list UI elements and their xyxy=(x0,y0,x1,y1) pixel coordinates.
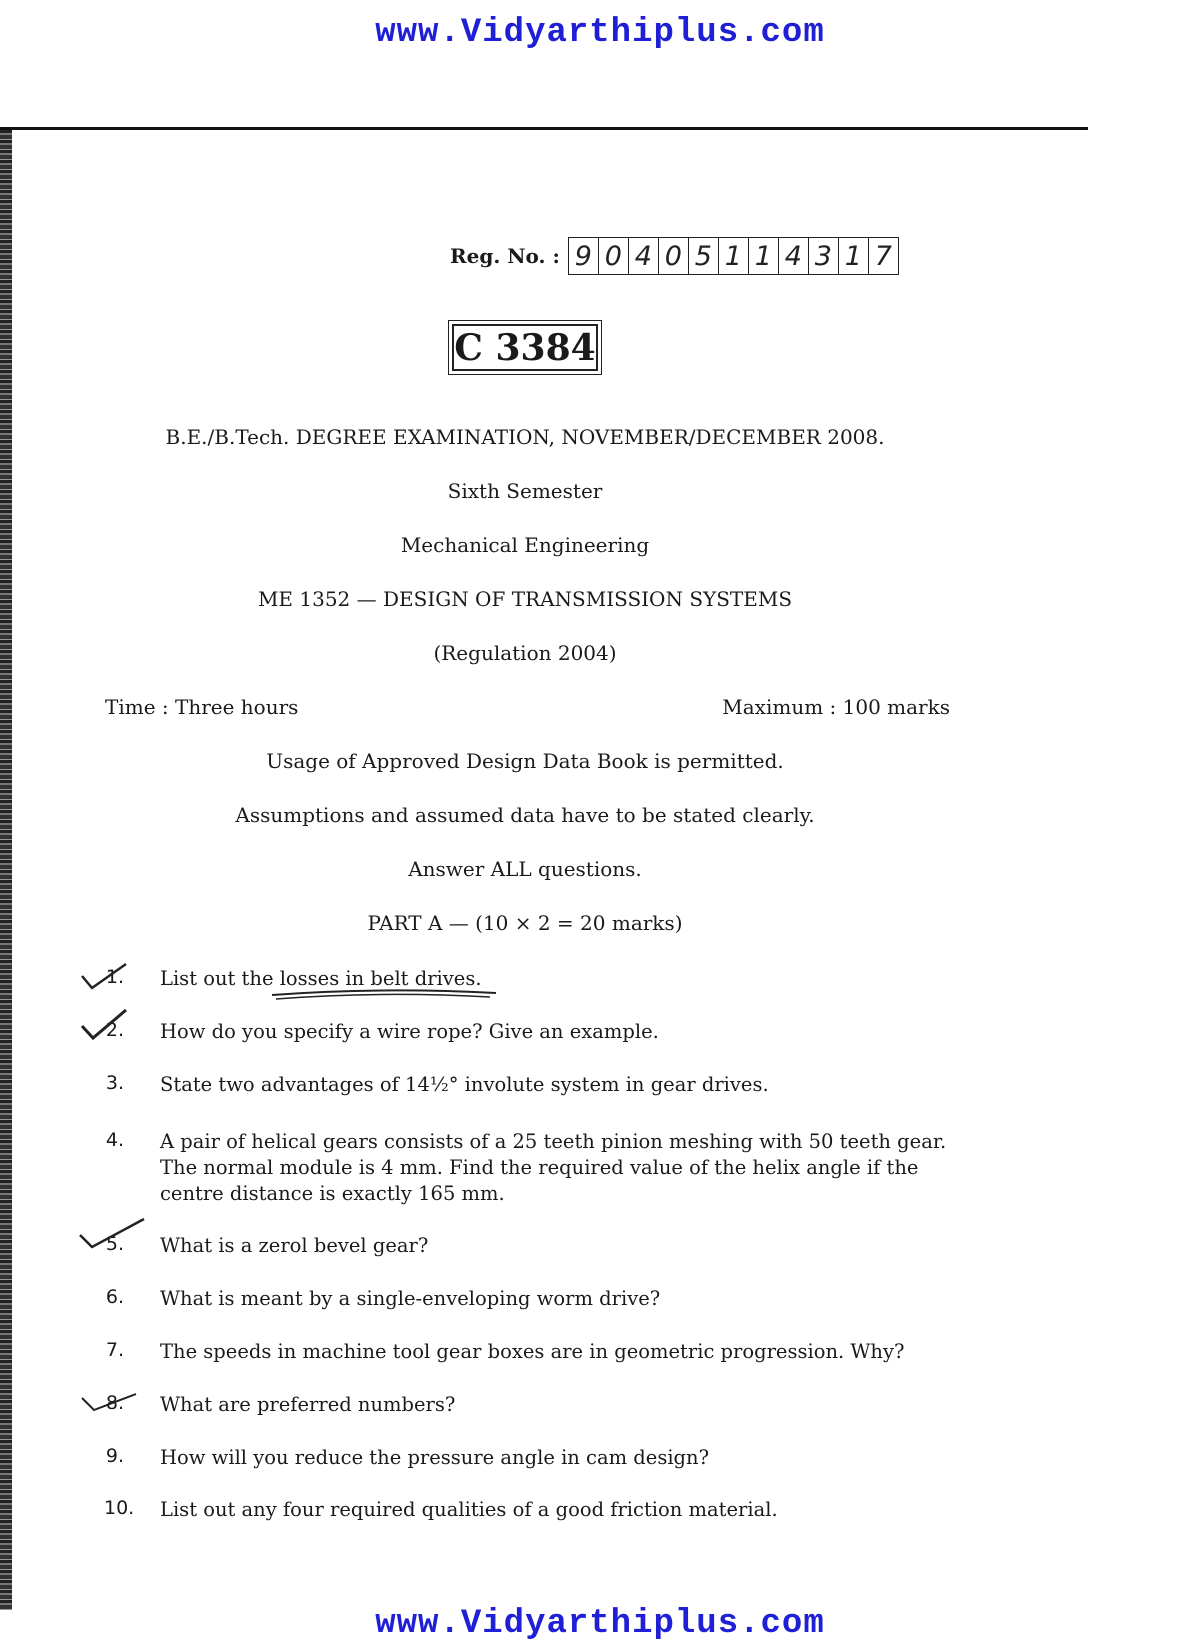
paper-code-box xyxy=(448,320,602,375)
question-number: 2. xyxy=(105,1019,124,1041)
paper-code: C 3384 xyxy=(452,324,598,371)
handwritten-underline xyxy=(270,985,500,1001)
watermark-bottom: www.Vidyarthiplus.com xyxy=(375,1605,825,1643)
reg-number-row xyxy=(450,237,899,275)
question-text: The speeds in machine tool gear boxes are in geometric progression. Why? xyxy=(160,1340,905,1363)
question-number: 9. xyxy=(105,1445,124,1467)
part-a-title: PART A — (10 × 2 = 20 marks) xyxy=(367,911,683,935)
reg-digit-box: 4 xyxy=(779,238,809,274)
instruction-1: Usage of Approved Design Data Book is permitted. xyxy=(266,749,784,773)
reg-digit-box: 4 xyxy=(629,238,659,274)
question-text: List out any four required qualities of a good friction material. xyxy=(160,1498,778,1521)
question-text: What are preferred numbers? xyxy=(160,1393,456,1416)
question-number: 6. xyxy=(105,1286,124,1308)
reg-digit-box: 9 xyxy=(569,238,599,274)
reg-digit-box: 7 xyxy=(874,240,892,272)
question-number: 8. xyxy=(105,1392,124,1414)
question-number: 5. xyxy=(105,1233,124,1255)
question-number: 4. xyxy=(105,1129,124,1151)
reg-digit-box: 0 xyxy=(659,238,689,274)
regulation: (Regulation 2004) xyxy=(433,641,617,665)
question-number: 3. xyxy=(105,1072,124,1094)
question-text: What is meant by a single-enveloping worm drive? xyxy=(160,1287,661,1310)
question-number: 7. xyxy=(105,1339,124,1361)
question-text: How will you reduce the pressure angle in cam design? xyxy=(160,1446,710,1469)
maximum-marks: Maximum : 100 marks xyxy=(722,695,950,719)
subject-title: ME 1352 — DESIGN OF TRANSMISSION SYSTEMS xyxy=(257,587,793,611)
reg-digit-box: 5 xyxy=(689,238,719,274)
handwritten-check-icon xyxy=(78,1215,148,1251)
reg-number-boxes xyxy=(568,237,899,275)
watermark-top: www.Vidyarthiplus.com xyxy=(375,14,825,52)
question-text: List out the losses in belt drives. xyxy=(160,967,482,990)
question-text: A pair of helical gears consists of a 25 teeth pinion meshing with 50 teeth gear. The normal module is 4 mm. Find the required value of the helix angle if the centre distance is exactly 165 mm. xyxy=(160,1130,947,1205)
question-text: How do you specify a wire rope? Give an example. xyxy=(160,1020,659,1043)
branch: Mechanical Engineering xyxy=(400,533,650,557)
instruction-2: Assumptions and assumed data have to be stated clearly. xyxy=(235,803,815,827)
question-number: 10. xyxy=(104,1497,135,1519)
question-text: State two advantages of 14½° involute system in gear drives. xyxy=(160,1073,769,1096)
time-allowed: Time : Three hours xyxy=(105,695,299,719)
instruction-3: Answer ALL questions. xyxy=(408,857,642,881)
question-text: What is a zerol bevel gear? xyxy=(160,1234,429,1257)
top-rule xyxy=(0,127,1088,130)
reg-number-label: Reg. No. : xyxy=(450,244,560,268)
exam-title: B.E./B.Tech. DEGREE EXAMINATION, NOVEMBER/DECEMBER 2008. xyxy=(165,425,885,449)
handwritten-check-icon xyxy=(80,1008,130,1042)
reg-digit-box: 1 xyxy=(719,238,749,274)
reg-digit-box: 1 xyxy=(839,238,869,274)
question-number: 1. xyxy=(105,966,124,988)
reg-digit-box: 3 xyxy=(809,238,839,274)
reg-digit-box: 0 xyxy=(599,238,629,274)
semester: Sixth Semester xyxy=(447,479,603,503)
handwritten-check-icon xyxy=(80,962,130,992)
handwritten-check-icon xyxy=(80,1390,140,1414)
reg-digit-box: 1 xyxy=(749,238,779,274)
